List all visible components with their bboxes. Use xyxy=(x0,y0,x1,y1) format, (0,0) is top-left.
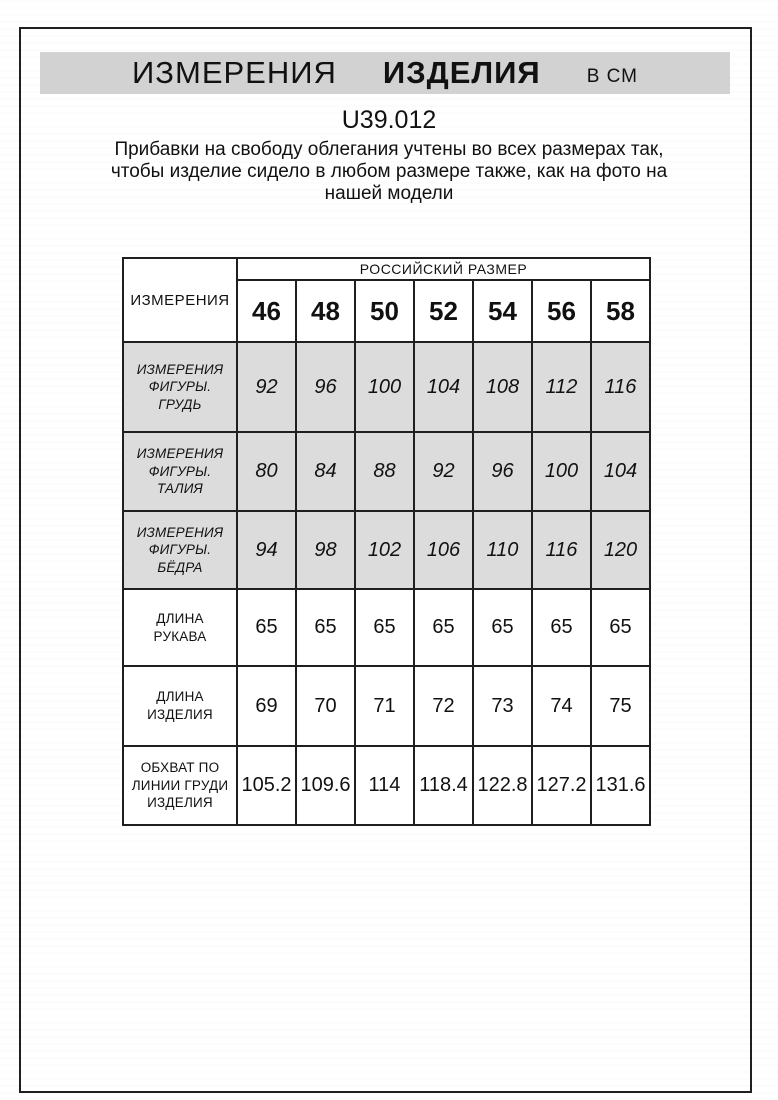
table-row xyxy=(123,511,650,589)
size-table xyxy=(122,257,651,826)
fit-note-line: нашей модели xyxy=(324,183,454,204)
size-header-cell: 50 xyxy=(355,280,414,342)
measurement-value: 114 xyxy=(355,746,414,825)
measurement-value: 65 xyxy=(296,589,355,666)
measurement-value: 65 xyxy=(591,589,650,666)
measurement-value: 92 xyxy=(414,432,473,511)
measurement-value: 127.2 xyxy=(532,746,591,825)
measurement-value: 65 xyxy=(532,589,591,666)
size-table-body xyxy=(123,342,650,825)
measurement-value: 92 xyxy=(237,342,296,432)
measurement-value: 104 xyxy=(591,432,650,511)
measurement-value: 116 xyxy=(591,342,650,432)
measurement-value: 96 xyxy=(473,432,532,511)
row-label: ДЛИНА РУКАВА xyxy=(123,589,237,666)
row-label: ОБХВАТ ПО ЛИНИИ ГРУДИ ИЗДЕЛИЯ xyxy=(123,746,237,825)
row-label: ДЛИНА ИЗДЕЛИЯ xyxy=(123,666,237,746)
measurement-value: 100 xyxy=(355,342,414,432)
measurement-value: 88 xyxy=(355,432,414,511)
measurement-value: 70 xyxy=(296,666,355,746)
measurement-value: 80 xyxy=(237,432,296,511)
table-row xyxy=(123,666,650,746)
fit-note-line: чтобы изделие сидело в любом размере также, как на фото на xyxy=(110,161,668,182)
measurement-value: 100 xyxy=(532,432,591,511)
measurement-value: 116 xyxy=(532,511,591,589)
measurement-value: 120 xyxy=(591,511,650,589)
size-group-header-row xyxy=(123,258,650,280)
table-row xyxy=(123,432,650,511)
measurement-value: 75 xyxy=(591,666,650,746)
corner-header-cell: ИЗМЕРЕНИЯ xyxy=(123,258,237,342)
size-header-cell: 46 xyxy=(237,280,296,342)
size-header-cell: 48 xyxy=(296,280,355,342)
measurement-value: 65 xyxy=(414,589,473,666)
size-header-cell: 56 xyxy=(532,280,591,342)
measurement-value: 84 xyxy=(296,432,355,511)
measurement-value: 72 xyxy=(414,666,473,746)
measurement-value: 108 xyxy=(473,342,532,432)
product-code: U39.012 xyxy=(341,106,437,134)
table-row xyxy=(123,589,650,666)
measurement-value: 102 xyxy=(355,511,414,589)
measurement-value: 69 xyxy=(237,666,296,746)
title-word-measurements: ИЗМЕРЕНИЯ xyxy=(132,55,337,90)
row-label: ИЗМЕРЕНИЯ ФИГУРЫ. БЁДРА xyxy=(123,511,237,589)
size-header-cell: 54 xyxy=(473,280,532,342)
measurement-value: 131.6 xyxy=(591,746,650,825)
measurement-value: 96 xyxy=(296,342,355,432)
measurement-value: 65 xyxy=(473,589,532,666)
measurement-value: 65 xyxy=(237,589,296,666)
title-word-product: ИЗДЕЛИЯ xyxy=(382,55,541,90)
measurement-value: 118.4 xyxy=(414,746,473,825)
measurement-value: 94 xyxy=(237,511,296,589)
fit-note-line: Прибавки на свободу облегания учтены во всех размерах так, xyxy=(114,139,664,160)
measurement-value: 122.8 xyxy=(473,746,532,825)
table-row xyxy=(123,342,650,432)
measurement-value: 106 xyxy=(414,511,473,589)
size-group-header-cell: РОССИЙСКИЙ РАЗМЕР xyxy=(237,258,650,280)
measurement-value: 74 xyxy=(532,666,591,746)
measurement-value: 98 xyxy=(296,511,355,589)
row-label: ИЗМЕРЕНИЯ ФИГУРЫ. ТАЛИЯ xyxy=(123,432,237,511)
size-header-cell: 58 xyxy=(591,280,650,342)
measurement-value: 112 xyxy=(532,342,591,432)
title-bar xyxy=(40,52,730,94)
measurement-value: 110 xyxy=(473,511,532,589)
measurement-value: 73 xyxy=(473,666,532,746)
size-header-cell: 52 xyxy=(414,280,473,342)
measurement-value: 65 xyxy=(355,589,414,666)
fit-note xyxy=(0,139,778,205)
row-label: ИЗМЕРЕНИЯ ФИГУРЫ. ГРУДЬ xyxy=(123,342,237,432)
measurement-value: 109.6 xyxy=(296,746,355,825)
title-unit-cm: В СМ xyxy=(586,65,638,87)
measurement-value: 71 xyxy=(355,666,414,746)
table-row xyxy=(123,746,650,825)
measurement-value: 105.2 xyxy=(237,746,296,825)
measurement-value: 104 xyxy=(414,342,473,432)
